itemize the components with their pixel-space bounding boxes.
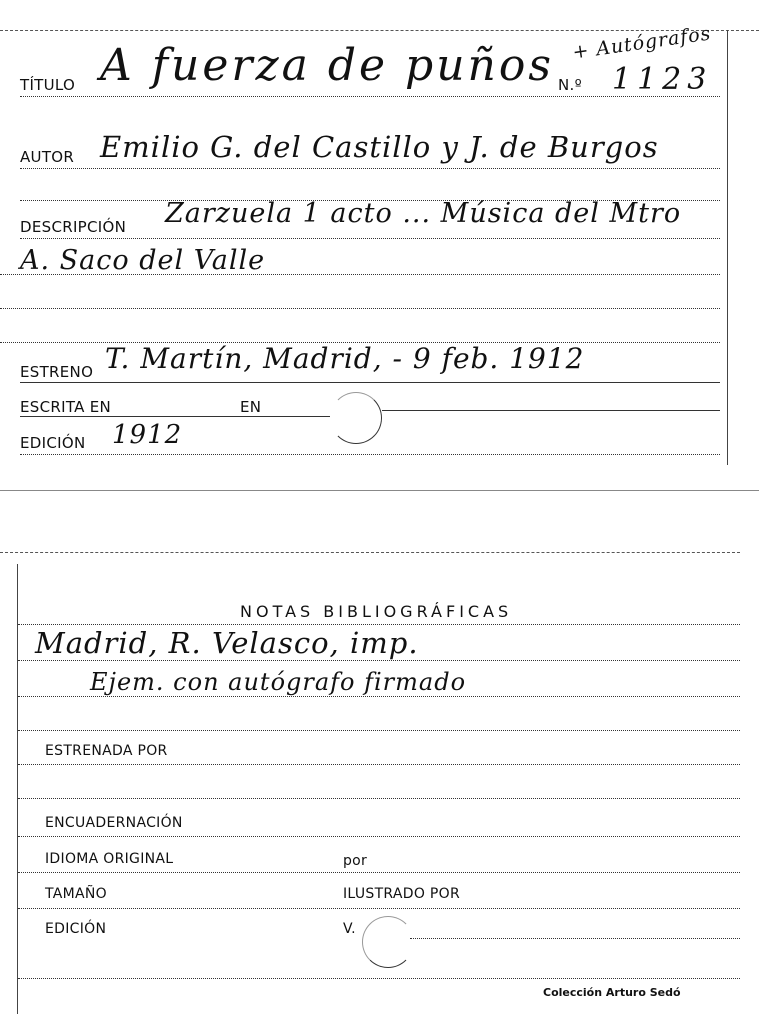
escrita-en-line-right xyxy=(382,410,720,411)
blank-line-2 xyxy=(0,308,720,309)
autor-line xyxy=(20,168,720,169)
escrita-en-label: ESCRITA EN xyxy=(20,398,112,416)
punch-hole xyxy=(330,392,382,444)
autografos-note: + Autógrafos xyxy=(571,22,713,64)
card-back-top-edge xyxy=(0,552,740,553)
notas-title: NOTAS BIBLIOGRÁFICAS xyxy=(240,602,513,621)
punch-hole-back xyxy=(362,916,414,968)
idioma-line xyxy=(18,872,740,873)
descripcion-line-rule-2 xyxy=(0,274,720,275)
estreno-value: T. Martín, Madrid, - 9 feb. 1912 xyxy=(105,342,585,375)
notas-line-2: Ejem. con autógrafo firmado xyxy=(90,668,467,696)
edicion-label: EDICIÓN xyxy=(20,434,86,452)
v-label: V. xyxy=(343,921,356,937)
tamano-label: TAMAÑO xyxy=(45,886,107,902)
titulo-label: TÍTULO xyxy=(20,76,76,94)
estrenada-por-line xyxy=(18,764,740,765)
coleccion-footer: Colección Arturo Sedó xyxy=(543,986,681,999)
card-bottom-edge xyxy=(0,490,759,491)
notas-line-0 xyxy=(18,624,740,625)
autor-label: AUTOR xyxy=(20,148,75,166)
descripcion-label: DESCRIPCIÓN xyxy=(20,218,127,236)
titulo-value: A fuerza de puños xyxy=(100,40,554,91)
notas-line-1: Madrid, R. Velasco, imp. xyxy=(35,626,419,660)
estrenada-por-label: ESTRENADA POR xyxy=(45,743,168,759)
descripcion-line-1: Zarzuela 1 acto ... Música del Mtro xyxy=(165,198,682,229)
bottom-back-line xyxy=(18,978,740,979)
por-label: por xyxy=(343,853,368,869)
en-label: EN xyxy=(240,398,262,416)
idioma-original-label: IDIOMA ORIGINAL xyxy=(45,851,174,867)
estreno-label: ESTRENO xyxy=(20,363,94,381)
numero-value: 1123 xyxy=(612,62,713,97)
card-front xyxy=(0,0,759,500)
autor-value: Emilio G. del Castillo y J. de Burgos xyxy=(100,130,659,164)
blank-back-line xyxy=(18,798,740,799)
edicion-back-label: EDICIÓN xyxy=(45,921,107,937)
notas-rule-2 xyxy=(18,696,740,697)
card-back-left-edge xyxy=(17,564,18,1014)
estreno-line xyxy=(20,382,720,383)
card-right-edge xyxy=(727,30,728,465)
notas-rule-3 xyxy=(18,730,740,731)
descripcion-line-rule-1 xyxy=(20,238,720,239)
numero-label: N.º xyxy=(558,76,582,94)
edicion-value: 1912 xyxy=(112,420,183,450)
card-back xyxy=(0,540,759,1028)
titulo-line xyxy=(20,96,720,97)
edicion-back-line xyxy=(410,938,740,939)
encuadernacion-label: ENCUADERNACIÓN xyxy=(45,815,183,831)
ilustrado-por-label: ILUSTRADO POR xyxy=(343,886,460,902)
escrita-en-line-left xyxy=(20,416,330,417)
descripcion-line-2: A. Saco del Valle xyxy=(20,245,266,276)
notas-rule-1 xyxy=(18,660,740,661)
encuadernacion-line xyxy=(18,836,740,837)
tamano-line xyxy=(18,908,740,909)
edicion-line xyxy=(20,454,720,455)
